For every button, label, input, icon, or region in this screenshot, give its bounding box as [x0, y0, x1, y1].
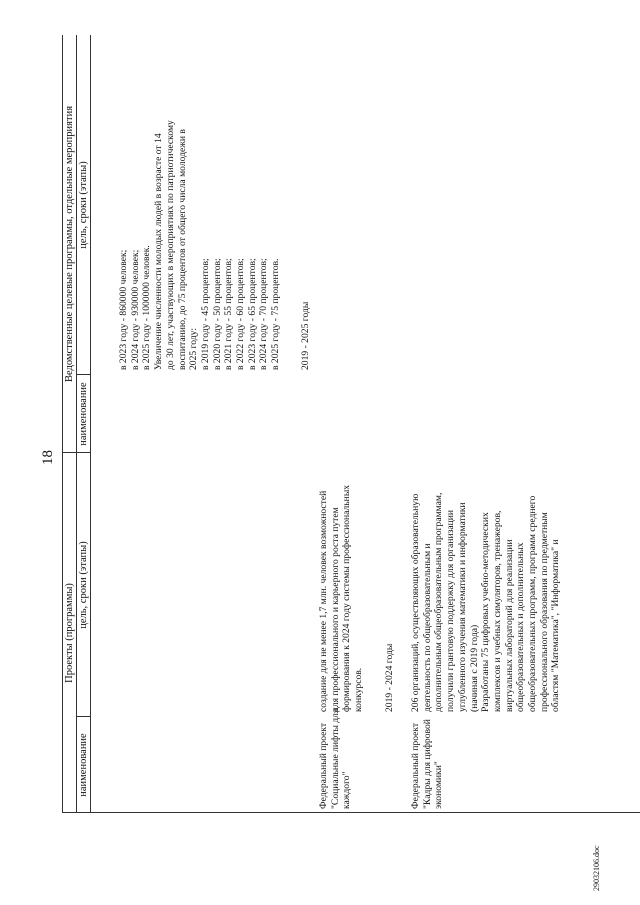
project-name-digital-economy-staff: Федеральный проект "Кадры для цифровой экономики"	[410, 719, 445, 809]
left-col-name-header: наименование	[78, 733, 89, 797]
page-number: 18	[40, 450, 56, 465]
left-col-goal-header: цель, сроки (этапы)	[78, 541, 89, 629]
project-period-social-lifts: 2019 - 2024 годы	[384, 643, 395, 712]
project-goal-digital-economy-staff: 206 организаций, осуществляющих образовательную деятельность по общеобразовательным и дополнительным общеобразовательным программам, получили грантовую поддержку для организации углубленного изучения математики и информатики (начиная с 2019 года) Разработаны 75 цифровых учебно-методических комплексов и учебных симуляторов, тренажеров, виртуальных лабораторий для реализации общеобразовательных и дополнительных общеобразовательных программ, программ среднего профессионального образования по предметным областям "Математика", "Информатика" и	[410, 492, 562, 712]
project-goal-social-lifts: создание для не менее 1,7 млн. человек возможностей для профессионального и карьерного роста путем формирования к 2024 году системы профессиональных конкурсов.	[318, 484, 365, 712]
table-top-border	[62, 35, 63, 813]
column-header-rule	[90, 35, 91, 813]
right-col-goal-header: цель, сроки (этапы)	[78, 161, 89, 249]
departmental-program-period: 2019 - 2025 годы	[300, 301, 311, 370]
right-group-header: Ведомственные целевые программы, отдельные мероприятия	[64, 105, 75, 383]
departmental-program-goal: в 2023 году - 860000 человек; в 2024 году - 930000 человек; в 2025 году - 1000000 человек. Увеличение численности молодых людей в возрасте от 14 до 30 лет, участвующих в мероприятиях по патриотическому воспитанию, до 75 процентов от общего числа молодежи в 2025 году: в 2019 году - 45 процентов; в 2020 году - 50 процентов; в 2021 году - 55 процентов; в 2022 году - 60 процентов; в 2023 году - 65 процентов; в 2024 году - 70 процентов; в 2025 году - 75 процентов.	[118, 120, 282, 370]
footer-document-code: 29032106.doc	[592, 845, 601, 891]
right-col-name-header: наименование	[78, 382, 89, 446]
group-header-rule	[76, 35, 77, 813]
left-border	[62, 812, 640, 813]
project-name-social-lifts: Федеральный проект "Социальные лифты для каждого"	[318, 708, 353, 809]
left-group-header: Проекты (программы)	[64, 583, 75, 683]
